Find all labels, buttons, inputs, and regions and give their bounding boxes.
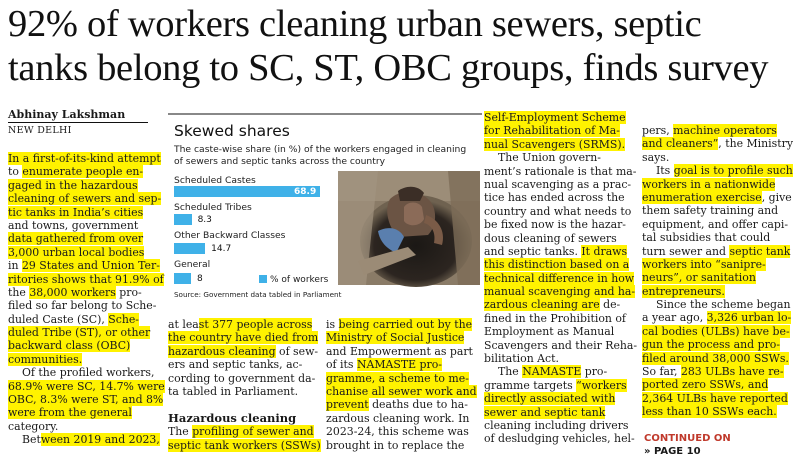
highlighted-text: 68.9% were SC, 14.7% were (8, 379, 165, 393)
text-line (484, 177, 632, 191)
text-line (8, 246, 150, 259)
highlighted-text: duled Tribe (ST), or other (8, 326, 151, 340)
bar-label-general: General (174, 259, 211, 270)
graphic-title: Skewed shares (174, 122, 290, 140)
text-line (8, 179, 150, 192)
text-line (484, 325, 626, 338)
highlighted-text: Ministry of Social Justice (326, 331, 465, 345)
body-text: tal subsidies that could (642, 231, 771, 245)
body-text: So far, (642, 365, 681, 379)
body-text: says. (642, 150, 670, 164)
text-line (8, 232, 150, 245)
highlighted-text: gaged in the hazardous (8, 178, 138, 192)
text-line (8, 326, 150, 339)
body-text: and Empowerment as part (326, 344, 473, 358)
continued-page-link[interactable]: » PAGE 10 (644, 446, 701, 457)
body-text: and towns, government (8, 218, 139, 232)
body-text: dous cleaning of sewers (484, 231, 617, 245)
highlighted-text: st 377 people across (198, 318, 313, 331)
highlighted-text: and cleaners” (642, 137, 719, 151)
highlighted-text: neurs”, or sanitation (642, 271, 756, 285)
body-text: tice has ended across the (484, 191, 625, 205)
text-line (484, 406, 626, 419)
headline (8, 2, 788, 90)
text-line (326, 439, 468, 452)
highlighted-text: were from the general (8, 406, 132, 420)
highlighted-text: NAMASTE (522, 365, 582, 379)
text-line (8, 379, 165, 393)
text-line (326, 358, 468, 371)
text-line (642, 391, 788, 405)
body-text: , the Ministry (718, 137, 793, 151)
highlighted-text: septic tank workers (SSWs) (168, 438, 321, 452)
text-line (484, 232, 626, 245)
text-line (168, 412, 310, 425)
text-line (8, 353, 150, 366)
body-text: gramme targets (484, 378, 577, 392)
body-text: brought in to replace the (326, 438, 465, 452)
highlighted-text: 29 States and Union Ter- (21, 259, 160, 273)
body-text: pers, (642, 124, 674, 137)
text-line (484, 298, 626, 311)
article-column-2 (168, 318, 321, 452)
text-line (642, 124, 784, 137)
highlighted-text: NAMASTE pro- (356, 358, 442, 372)
text-line (642, 285, 784, 298)
text-line (642, 204, 784, 217)
highlighted-text: In a first-of-its-kind attempt (8, 152, 161, 165)
text-line (642, 351, 789, 365)
body-text: pro- (115, 285, 142, 299)
body-text: at lea (168, 318, 199, 331)
highlighted-text: 38,000 workers (29, 285, 116, 299)
highlighted-text: hazardous cleaning (168, 344, 276, 358)
text-line (484, 312, 626, 325)
body-text: Scavengers and their Reha- (484, 338, 638, 352)
article-column-4 (484, 111, 638, 446)
highlighted-text: 3,000 urban local bodies (8, 245, 145, 259)
highlighted-text: chanise all sewer work and (326, 384, 477, 398)
text-line (484, 111, 626, 124)
body-text: to (8, 165, 23, 179)
highlighted-text: nual Scavengers (SRMS). (484, 137, 626, 151)
text-line (8, 313, 150, 326)
text-line (484, 338, 638, 352)
highlighted-text: workers into “sanipre- (642, 257, 766, 271)
text-line (642, 164, 793, 178)
infographic (168, 113, 482, 307)
graphic-source: Source: Government data tabled in Parliament (174, 290, 342, 299)
text-line (484, 124, 626, 137)
text-line (168, 398, 310, 411)
highlighted-text: enumerate people en- (22, 165, 144, 179)
body-text: The Union govern- (498, 151, 601, 165)
body-text: Its (656, 164, 674, 178)
chart-legend (259, 275, 328, 285)
text-line (8, 206, 150, 219)
body-text: , give (761, 190, 792, 204)
text-line (326, 331, 468, 344)
text-line (168, 385, 310, 398)
graphic-subtitle (174, 144, 474, 168)
highlighted-text: 283 ULBs have re- (680, 365, 784, 379)
legend-label: % of workers (270, 275, 329, 285)
highlighted-text: OBC, 8.3% were ST, and 8% (8, 393, 164, 407)
text-line (484, 138, 626, 151)
text-line (642, 258, 784, 271)
text-line (484, 432, 635, 446)
body-text: equipment, and offer capi- (642, 217, 789, 231)
sewer-worker-photo (338, 171, 480, 285)
body-text: ta tabled in Parliament. (168, 384, 299, 398)
highlighted-text: profiling of sewer and (192, 425, 314, 439)
article-column-5 (642, 124, 793, 419)
body-text: The (498, 365, 523, 379)
text-line (642, 405, 784, 418)
text-line (168, 358, 310, 371)
text-line (168, 425, 314, 439)
highlighted-text: being carried out by the (338, 318, 473, 331)
bar-general (174, 273, 191, 284)
highlighted-text: communities. (8, 352, 83, 366)
highlighted-text: cal bodies (ULBs) have be- (642, 324, 790, 338)
bar-value-general: 8 (196, 274, 203, 284)
text-line (484, 245, 626, 258)
continued-on-label: CONTINUED ON (644, 433, 731, 444)
body-text: fined in the Prohibition of (484, 311, 626, 325)
body-text: cleaning including drivers (484, 418, 629, 432)
highlighted-text: manual scavenging and ha- (484, 285, 636, 299)
body-text: The (168, 425, 193, 439)
highlighted-text: workers in a nationwide (642, 177, 776, 191)
text-line (642, 190, 792, 204)
text-line (484, 191, 626, 204)
bar-value-sc: 68.9 (294, 187, 317, 197)
text-line (642, 338, 784, 351)
text-line (8, 165, 150, 178)
highlighted-text: filed around 38,000 SSWs. (642, 351, 789, 365)
byline: Abhinay Lakshman (8, 108, 148, 123)
text-line (484, 418, 629, 432)
text-line (168, 371, 316, 385)
text-line (642, 378, 784, 391)
text-line (168, 331, 319, 345)
body-text: Of the profiled workers, (22, 366, 155, 380)
text-line (642, 365, 784, 378)
text-line (8, 299, 157, 313)
text-line (326, 425, 468, 438)
body-text: filed so far belong to Sche- (8, 299, 157, 313)
body-text: in (8, 259, 22, 273)
text-line (8, 393, 164, 407)
body-text: Hazardous cleaning (168, 410, 297, 425)
text-line (642, 137, 793, 151)
text-line (8, 420, 150, 433)
body-text: nual scavenging as a prac- (484, 177, 632, 191)
body-text: deaths due to ha- (368, 398, 468, 412)
dateline: NEW DELHI (8, 125, 72, 136)
bar-label-st: Scheduled Tribes (174, 202, 252, 213)
text-line (484, 258, 630, 272)
highlighted-text: ritories shows that 91.9% of (8, 272, 164, 286)
body-text: de- (599, 298, 621, 312)
bar-value-obc: 14.7 (211, 244, 232, 254)
highlighted-text: It draws (581, 244, 628, 258)
text-line (484, 218, 626, 231)
body-text: category. (8, 419, 59, 433)
body-text: turn sewer and (642, 244, 730, 258)
bar-value-st: 8.3 (197, 215, 212, 225)
text-line (484, 164, 637, 178)
body-text: duled Caste (SC), (8, 312, 109, 326)
body-text: of its (326, 358, 357, 372)
headline-line-1: 92% of workers cleaning urban sewers, septic (8, 3, 702, 45)
text-line (484, 392, 626, 405)
text-line (326, 318, 473, 331)
text-line (484, 285, 636, 299)
text-line (642, 324, 790, 338)
text-line (642, 311, 792, 325)
text-line (8, 286, 150, 299)
text-line (8, 339, 150, 352)
highlighted-text: gramme, a scheme to me- (326, 371, 469, 385)
highlighted-text: prevent (326, 398, 369, 412)
highlighted-text: gun the process and pro- (642, 338, 781, 352)
article-column-1 (8, 152, 165, 447)
body-text: be fixed now is the hazar- (484, 218, 626, 232)
highlighted-text: technical difference in how (484, 271, 635, 285)
body-text: Employment as Manual (484, 325, 615, 339)
body-text: them safety training and (642, 204, 779, 218)
highlighted-text: ported zero SSWs, and (642, 378, 769, 392)
body-text: country and what needs to (484, 204, 632, 218)
text-line (326, 344, 473, 358)
text-line (326, 372, 468, 385)
highlighted-text: Self-Employment Scheme (484, 111, 626, 124)
highlighted-text: for Rehabilitation of Ma- (484, 124, 620, 138)
text-line (326, 412, 468, 425)
bar-label-sc: Scheduled Castes (174, 175, 256, 186)
text-line (8, 406, 150, 419)
highlighted-text: sewer and septic tank (484, 405, 606, 419)
highlighted-text: cleaning of sewers and sep- (8, 192, 162, 206)
body-text: pro- (581, 365, 608, 379)
highlighted-text: 3,326 urban lo- (706, 311, 792, 325)
text-line (642, 244, 791, 258)
body-text: a year ago, (642, 311, 707, 325)
continued-on (644, 432, 731, 458)
text-line (484, 365, 626, 378)
highlighted-text: less than 10 SSWs each. (642, 405, 777, 419)
highlighted-text: entrepreneurs. (642, 284, 725, 298)
highlighted-text: septic tank (729, 244, 791, 258)
text-line (8, 272, 164, 286)
highlighted-text: ween 2019 and 2023, (40, 433, 160, 447)
body-text: and septic tanks. (484, 244, 582, 258)
body-text: ment’s rationale is that ma- (484, 164, 637, 178)
highlighted-text: Sche- (108, 312, 139, 326)
bar-label-obc: Other Backward Classes (174, 230, 286, 241)
text-line (642, 231, 784, 244)
highlighted-text: goal is to profile such (673, 164, 793, 178)
body-text: is (326, 318, 339, 331)
body-text: bilitation Act. (484, 352, 559, 366)
text-line (642, 271, 784, 284)
body-text: 2023-24, this scheme was (326, 425, 469, 439)
legend-swatch (259, 275, 267, 283)
text-line (8, 259, 160, 273)
highlighted-text: data gathered from over (8, 232, 144, 246)
headline-line-2: tanks belong to SC, ST, OBC groups, finds survey (8, 47, 769, 89)
text-line (168, 318, 313, 331)
highlighted-text: the country have died from (168, 331, 319, 345)
text-line (484, 271, 635, 285)
text-line (326, 384, 477, 398)
text-line (484, 379, 626, 392)
text-line (8, 366, 155, 380)
highlighted-text: enumeration exercise (642, 190, 762, 204)
text-line (326, 398, 468, 411)
body-text: zardous cleaning work. In (326, 411, 470, 425)
highlighted-text: tic tanks in India’s cities (8, 205, 144, 219)
body-text: the (8, 285, 30, 299)
body-text: ers and septic tanks, ac- (168, 358, 303, 372)
article-column-3 (326, 318, 477, 452)
body-text: cording to government da- (168, 371, 316, 385)
bar-obc (174, 243, 205, 254)
text-line (484, 151, 626, 164)
text-line (642, 151, 784, 164)
text-line (168, 344, 319, 358)
text-line (484, 204, 632, 218)
graphic-subtitle-line-2: of sewers and septic tanks across the country (174, 156, 386, 167)
highlighted-text: directly associated with (484, 392, 616, 406)
body-text: Since the scheme began (656, 298, 791, 312)
highlighted-text: 2,364 ULBs have reported (642, 391, 788, 405)
text-line (8, 152, 161, 165)
highlighted-text: “workers (576, 378, 627, 392)
body-text: of sew- (275, 344, 319, 358)
text-line (642, 298, 791, 312)
body-text: Bet (22, 433, 41, 447)
text-line (484, 352, 626, 365)
text-line (8, 192, 162, 206)
text-line (642, 217, 789, 231)
highlighted-text: backward class (OBC) (8, 339, 131, 353)
text-line (8, 433, 160, 447)
text-line (168, 438, 321, 452)
graphic-subtitle-line-1: The caste-wise share (in %) of the workers engaged in cleaning (174, 144, 467, 155)
text-line (642, 178, 784, 191)
bar-st (174, 214, 192, 225)
highlighted-text: zardous cleaning are (484, 298, 600, 312)
body-text: of desludging vehicles, hel- (484, 432, 635, 446)
highlighted-text: machine operators (673, 124, 777, 137)
text-line (8, 219, 150, 232)
highlighted-text: this distinction based on a (484, 258, 630, 272)
